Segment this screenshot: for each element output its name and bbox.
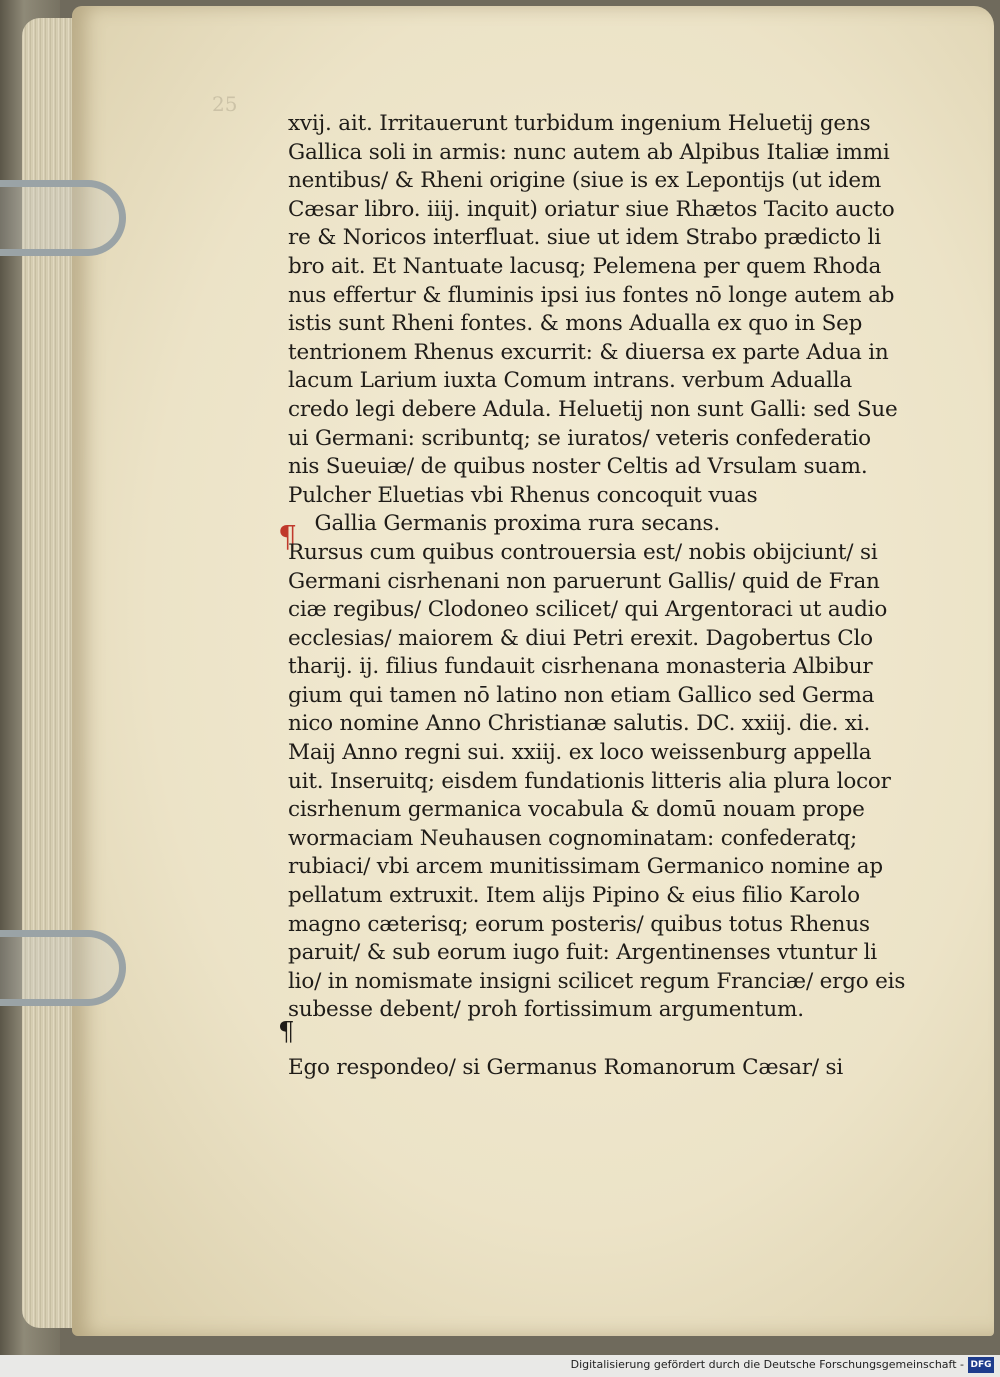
text-line: uit. Inseruitq; eisdem fundationis litteris alia plura locor xyxy=(288,768,891,794)
text-line: paruit/ & sub eorum iugo fuit: Argentinenses vtuntur li xyxy=(288,940,877,966)
text-line: xvij. ait. Irritauerunt turbidum ingenium Heluetij gens xyxy=(288,111,871,136)
text-line-blank xyxy=(288,1025,908,1054)
paper-clip-bottom xyxy=(0,930,126,1006)
text-line: Germani cisrhenani non paruerunt Gallis/ quid de Fran xyxy=(288,568,880,594)
text-line: tharij. ij. filius fundauit cisrhenana monasteria Albibur xyxy=(288,654,873,680)
text-line: nus effertur & fluminis ipsi ius fontes nō longe autem ab xyxy=(288,282,895,308)
text-line: tentrionem Rhenus excurrit: & diuersa ex parte Adua in xyxy=(288,339,889,365)
text-line: subesse debent/ proh fortissimum argumentum. xyxy=(288,997,804,1023)
text-line: magno cæterisq; eorum posteris/ quibus totus Rhenus xyxy=(288,911,870,937)
text-line: istis sunt Rheni fontes. & mons Adualla ex quo in Sep xyxy=(288,311,863,337)
text-line: rubiaci/ vbi arcem munitissimam Germanico nomine ap xyxy=(288,854,883,880)
text-line: ui Germani: scribuntq; se iuratos/ veteris confederatio xyxy=(288,425,871,451)
text-line: lacum Larium iuxta Comum intrans. verbum Adualla xyxy=(288,368,853,394)
page-text xyxy=(288,110,908,1082)
pilcrow-marker-black: ¶ xyxy=(278,1017,295,1047)
text-line: Cæsar libro. iiij. inquit) oriatur siue Rhætos Tacito aucto xyxy=(288,196,895,222)
text-line: wormaciam Neuhausen cognominatam: confederatq; xyxy=(288,825,858,851)
footer-bar xyxy=(0,1355,1000,1377)
ghost-page-number: 25 xyxy=(212,92,238,116)
text-line: ecclesias/ maiorem & diui Petri erexit. Dagobertus Clo xyxy=(288,625,873,651)
pilcrow-marker: ¶ xyxy=(278,520,298,555)
text-line: lio/ in nomismate insigni scilicet regum Franciæ/ ergo eis xyxy=(288,968,906,994)
text-line: bro ait. Et Nantuate lacusq; Pelemena per quem Rhoda xyxy=(288,253,882,279)
text-line: nico nomine Anno Christianæ salutis. DC. xxiij. die. xi. xyxy=(288,711,871,737)
text-line: nentibus/ & Rheni origine (siue is ex Lepontijs (ut idem xyxy=(288,168,882,194)
text-line: Maij Anno regni sui. xxiij. ex loco weissenburg appella xyxy=(288,740,872,766)
text-line: ciæ regibus/ Clodoneo scilicet/ qui Argentoraci ut audio xyxy=(288,597,888,623)
paper-clip-top xyxy=(0,180,126,256)
text-line: credo legi debere Adula. Heluetij non sunt Galli: sed Sue xyxy=(288,396,898,422)
text-line: re & Noricos interfluat. siue ut idem Strabo prædicto li xyxy=(288,225,881,251)
text-line: Pulcher Eluetias vbi Rhenus concoquit vuas xyxy=(288,482,758,508)
text-line: Gallica soli in armis: nunc autem ab Alpibus Italiæ immi xyxy=(288,139,890,165)
text-line: pellatum extruxit. Item alijs Pipino & eius filio Karolo xyxy=(288,883,860,909)
text-line: Ego respondeo/ si Germanus Romanorum Cæsar/ si xyxy=(288,1054,844,1080)
text-line: nis Sueuiæ/ de quibus noster Celtis ad Vrsulam suam. xyxy=(288,454,868,480)
text-line: Gallia Germanis proxima rura secans. xyxy=(288,511,720,537)
text-line: cisrhenum germanica vocabula & domū nouam prope xyxy=(288,797,865,823)
funding-credit: Digitalisierung gefördert durch die Deutsche Forschungsgemeinschaft - xyxy=(570,1358,964,1371)
dfg-logo: DFG xyxy=(968,1357,994,1373)
text-line: Rursus cum quibus controuersia est/ nobis obijciunt/ si xyxy=(288,539,878,565)
text-line: gium qui tamen nō latino non etiam Gallico sed Germa xyxy=(288,682,875,708)
